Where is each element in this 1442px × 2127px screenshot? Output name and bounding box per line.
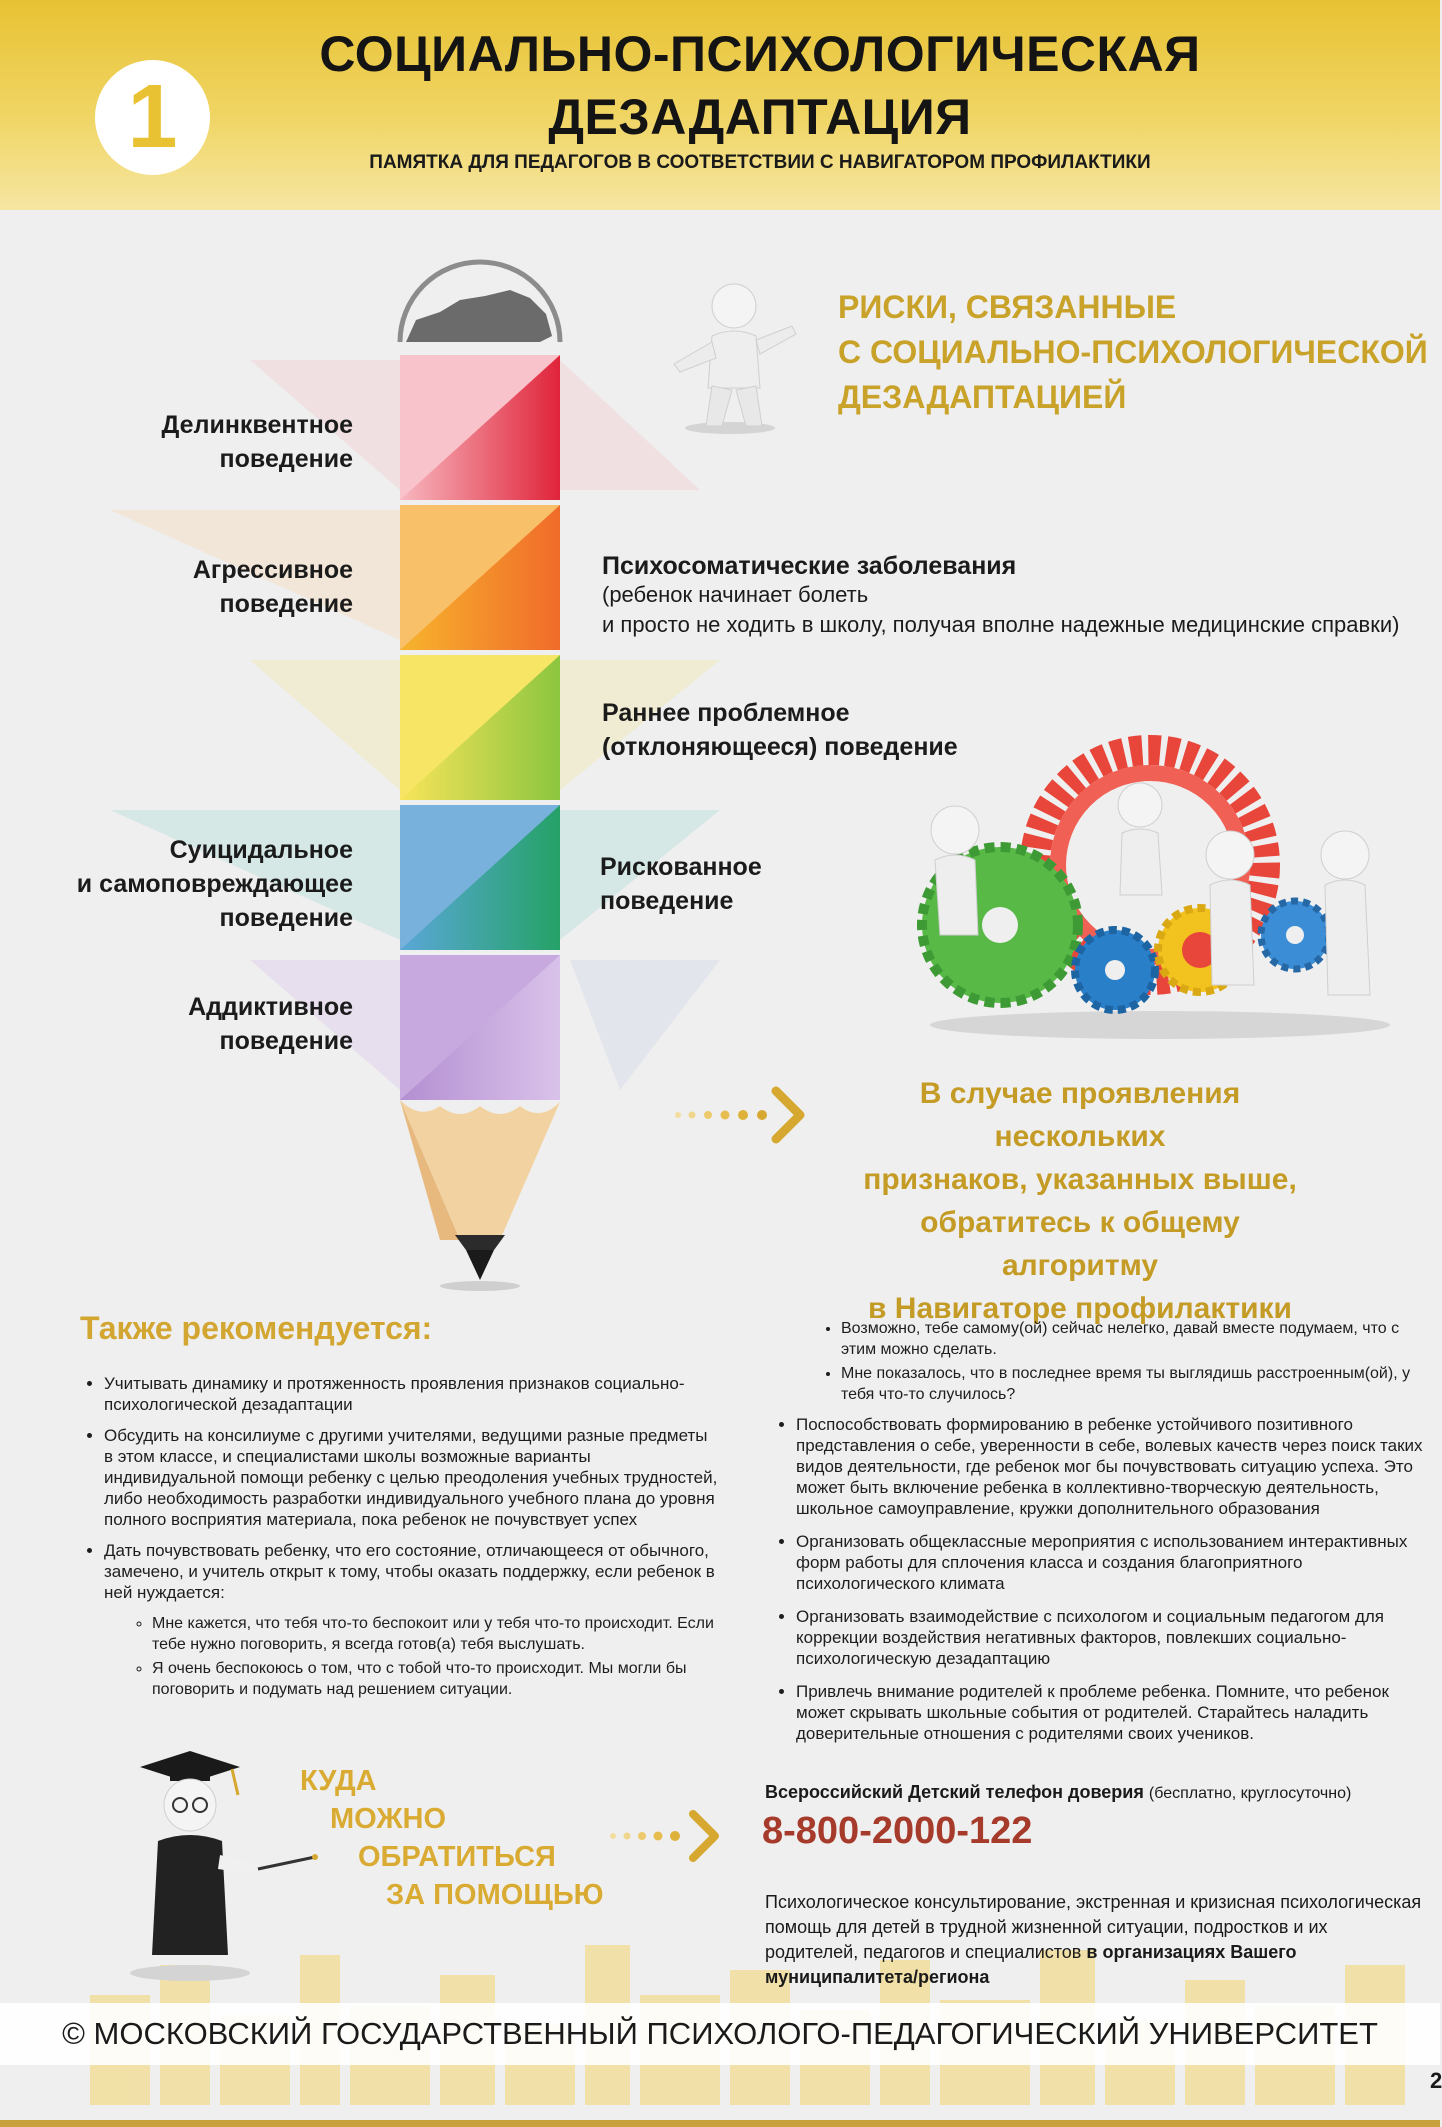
page-title-line1: СОЦИАЛЬНО-ПСИХОЛОГИЧЕСКАЯ	[319, 26, 1201, 82]
where-to-get-help: КУДА МОЖНО ОБРАТИТЬСЯ ЗА ПОМОЩЬЮ	[300, 1765, 604, 1911]
arrow-right-icon	[668, 1085, 808, 1145]
risk-label-addictive: Аддиктивное поведение	[188, 993, 353, 1055]
risk-label-aggressive: Агрессивное поведение	[192, 556, 353, 618]
hotline-label: Всероссийский Детский телефон доверия (бесплатно, круглосуточно)	[765, 1782, 1352, 1802]
hotline-phone[interactable]: 8-800-2000-122	[762, 1810, 1033, 1852]
russia-map-icon	[406, 290, 552, 342]
psychosomatic-note: (ребенок начинает болеть и просто не ходить в школу, получая вполне надежные медицинские справки)	[602, 582, 1400, 637]
risk-label-early: Раннее проблемное (отклоняющееся) поведение	[602, 699, 958, 761]
list-item: • Организовать взаимодействие с психологом и социальным педагогом для коррекции воздействия негативных факторов, повлекших социально-психологическую дезадаптацию	[796, 1606, 1435, 1669]
risk-label-risky: Рискованное поведение	[600, 853, 762, 915]
list-subitem: ◦ Я очень беспокоюсь о том, что с тобой что-то происходит. Мы могли бы поговорить и подумать над решением ситуации.	[152, 1658, 718, 1700]
risks-title: РИСКИ, СВЯЗАННЫЕ С СОЦИАЛЬНО-ПСИХОЛОГИЧЕСКОЙ ДЕЗАДАПТАЦИЕЙ	[838, 289, 1428, 415]
list-subitem: • Мне показалось, что в последнее время ты выглядишь расстроенным(ой), у тебя что-то случилось?	[841, 1363, 1425, 1405]
footer-copyright: © МОСКОВСКИЙ ГОСУДАРСТВЕННЫЙ ПСИХОЛОГО-ПЕДАГОГИЧЕСКИЙ УНИВЕРСИТЕТ	[62, 2016, 1378, 2051]
pencil-lead	[455, 1235, 505, 1250]
also-right-list	[770, 1414, 1435, 1754]
risk-label-delinquent: Делинквентное поведение	[161, 411, 353, 473]
list-item: • Дать почувствовать ребенку, что его состояние, отличающееся от обычного, замечено, и учитель открыт к тому, чтобы оказать поддержку, если ребенок в ней нуждается: ◦ Мне кажется, что тебя что-то беспокоит или у тебя что-то происходит. Если тебе нужно поговорить, я всегда готов(а) тебя выслушать. ◦ Я очень беспокоюсь о том, что с тобой что-то происходит. Мы могли бы поговорить и подумать над решением ситуации.	[104, 1540, 718, 1700]
teacher-figure-icon	[110, 1745, 320, 1985]
list-item: • Организовать общеклассные мероприятия с использованием интерактивных форм работы для сплочения класса и создания благоприятного психологического климата	[796, 1531, 1435, 1594]
bottom-rule	[0, 2120, 1440, 2127]
also-title: Также рекомендуется:	[80, 1310, 433, 1346]
cta-text: В случае проявления нескольких признаков, указанных выше, обратитесь к общему алгоритму в Навигаторе профилактики	[863, 1077, 1297, 1325]
risk-label-suicidal: Суицидальное и самоповреждающее поведение	[76, 836, 353, 932]
list-item: • Поспособствовать формированию в ребенке устойчивого позитивного представления о себе, уверенности в себе, волевых качеств через поиск таких видов деятельности, где ребенок мог бы почувствовать ситуацию успеха. Это может быть включение ребенка в коллективно-творческую деятельность, школьное самоуправление, кружки дополнительного образования	[796, 1414, 1435, 1519]
gears-figures-illustration	[900, 735, 1420, 1045]
figure-pointing-icon	[660, 278, 800, 438]
list-subitem: ◦ Мне кажется, что тебя что-то беспокоит или у тебя что-то происходит. Если тебе нужно поговорить, я всегда готов(а) тебя выслушать.	[152, 1613, 718, 1655]
arrow-right-icon	[605, 1808, 725, 1864]
help-description: Психологическое консультирование, экстренная и кризисная психологическая помощь для детей в трудной жизненной ситуации, подростков и их родителей, педагогов и специалистов в организациях Вашего муниципалитета/региона	[765, 1892, 1422, 1987]
list-item: • Привлечь внимание родителей к проблеме ребенка. Помните, что ребенок может скрывать школьные события от родителей. Старайтесь наладить доверительные отношения с родителями своих учеников.	[796, 1681, 1435, 1744]
risk-label-psychosomatic: Психосоматические заболевания	[602, 552, 1017, 580]
page-subtitle: ПАМЯТКА ДЛЯ ПЕДАГОГОВ В СООТВЕТСТВИИ С НАВИГАТОРОМ ПРОФИЛАКТИКИ	[369, 152, 1151, 173]
list-item: • Учитывать динамику и протяженность проявления признаков социально-психологической дезадаптации	[104, 1373, 718, 1415]
page-number: 2	[1430, 2068, 1442, 2093]
also-right-sublist	[815, 1318, 1425, 1408]
pencil-illustration	[100, 250, 720, 1290]
page-title-line2: ДЕЗАДАПТАЦИЯ	[548, 89, 972, 145]
list-subitem: • Возможно, тебе самому(ой) сейчас нелегко, давай вместе подумаем, что с этим можно сделать.	[841, 1318, 1425, 1360]
also-left-list	[78, 1373, 718, 1710]
badge-number: 1	[127, 67, 178, 167]
list-item: • Обсудить на консилиуме с другими учителями, ведущими разные предметы в этом классе, и специалистами школы возможные варианты индивидуальной помощи ребенку с целью преодоления учебных трудностей, либо необходимость разработки индивидуального учебного плана до уровня полного восприятия материала, пока ребенок не почувствует успех	[104, 1425, 718, 1530]
